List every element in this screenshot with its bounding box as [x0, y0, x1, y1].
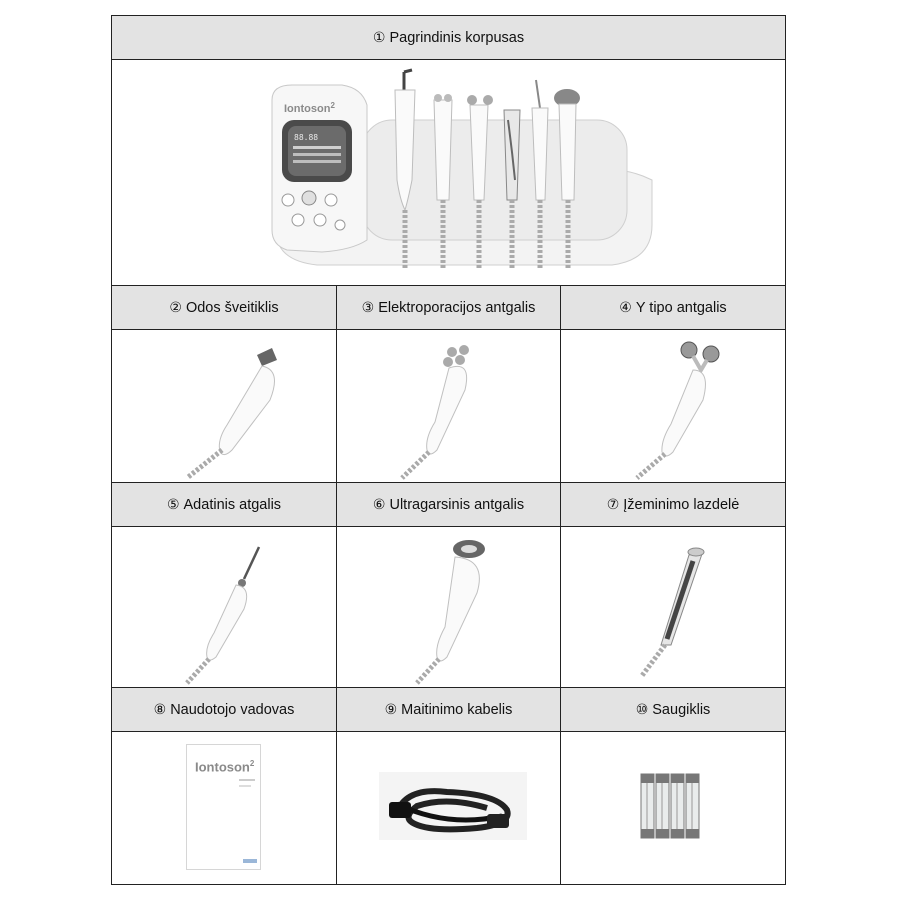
ultrasonic-illustration	[337, 527, 560, 687]
mode-button-icon	[302, 191, 316, 205]
left-arrow-icon	[292, 214, 304, 226]
header-y-type: ④ Y tipo antgalis	[561, 286, 785, 329]
power-cable-illustration	[337, 732, 560, 884]
header-ultrasonic: ⑥ Ultragarsinis antgalis	[337, 483, 560, 526]
plus-button-icon	[325, 194, 337, 206]
label-main-body: Pagrindinis korpusas	[389, 29, 525, 46]
image-main-body	[112, 60, 785, 285]
electroporation-illustration	[337, 330, 560, 482]
manual-logo-icon	[243, 859, 257, 863]
needle-illustration	[112, 527, 336, 687]
right-arrow-icon	[314, 214, 326, 226]
header-user-manual: ⑧ Naudotojo vadovas	[112, 688, 336, 731]
header-grounding-rod: ⑦ Įžeminimo lazdelė	[561, 483, 785, 526]
header-main-body: ① Pagrindinis korpusas	[112, 16, 785, 60]
manual-title: Iontoson$^2$	[195, 759, 255, 775]
header-needle: ⑤ Adatinis atgalis	[112, 483, 336, 526]
skin-scrubber-illustration	[112, 330, 336, 482]
header-skin-scrubber: ② Odos šveitiklis	[112, 286, 336, 329]
fuse-illustration	[561, 732, 785, 884]
y-type-illustration	[561, 330, 785, 482]
grounding-rod-illustration	[561, 527, 785, 687]
power-button-icon	[282, 194, 294, 206]
minus-button-icon	[335, 220, 345, 230]
display-readout: 88.88	[294, 133, 319, 142]
device-brand: Iontoson$^2$	[284, 101, 335, 115]
header-fuse: ⑩ Saugiklis	[561, 688, 785, 731]
components-table	[111, 15, 786, 885]
header-power-cable: ⑨ Maitinimo kabelis	[337, 688, 560, 731]
header-electroporation: ③ Elektroporacijos antgalis	[337, 286, 560, 329]
main-unit-illustration	[112, 60, 785, 285]
user-manual-cover	[186, 744, 261, 870]
